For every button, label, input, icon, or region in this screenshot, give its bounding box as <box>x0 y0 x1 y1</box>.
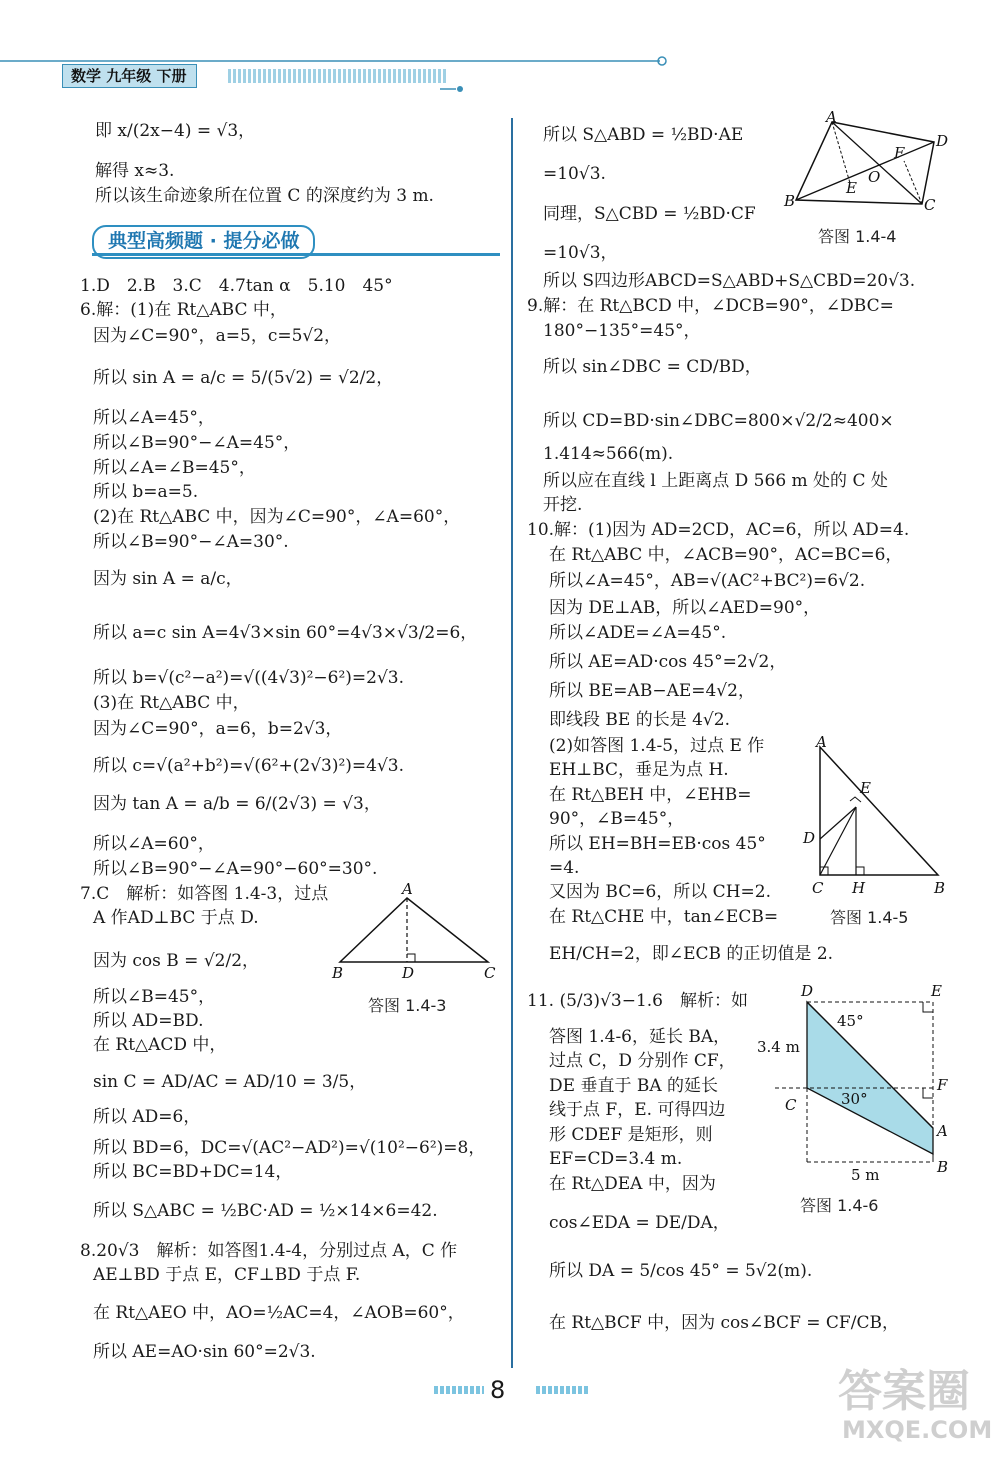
left-line: 所以∠B=90°−∠A=90°−60°=30°. <box>93 859 378 879</box>
left-line: AE⊥BD 于点 E，CF⊥BD 于点 F. <box>93 1265 361 1285</box>
section-heading <box>92 225 500 257</box>
left-line: 所以∠A=∠B=45°， <box>93 458 256 478</box>
watermark-url: MXQE.COM <box>842 1416 993 1444</box>
left-line: 在 Rt△AEO 中，AO=½AC=4，∠AOB=60°， <box>93 1303 465 1323</box>
figure-1-4-6-caption: 答图 1.4-6 <box>800 1196 879 1215</box>
left-line: 所以 AD=BD. <box>93 1011 204 1031</box>
right-line: 答图 1.4-6，延长 BA， <box>549 1027 731 1047</box>
right-line: 又因为 BC=6，所以 CH=2. <box>549 882 771 902</box>
fig6-label-E: E <box>931 982 942 1000</box>
left-line: (3)在 Rt△ABC 中， <box>93 693 250 713</box>
fig5-label-E: E <box>860 779 871 797</box>
left-line: (2)在 Rt△ABC 中，因为∠C=90°，∠A=60°， <box>93 507 461 527</box>
left-line: 所以 b=√(c²−a²)=√((4√3)²−6²)=2√3. <box>93 668 405 688</box>
right-line: 开挖. <box>543 495 583 515</box>
fig6-label-A: A <box>937 1122 948 1140</box>
fig6-label-F: F <box>937 1076 948 1094</box>
fig5-label-C: C <box>812 879 824 897</box>
right-line: 90°，∠B=45°， <box>549 809 685 829</box>
left-line: 因为∠C=90°，a=6，b=2√3， <box>93 719 343 739</box>
fig6-label-C: C <box>785 1096 797 1114</box>
right-line: 过点 C，D 分别作 CF， <box>549 1051 736 1071</box>
page-number: 8 <box>490 1376 506 1404</box>
left-line: 即 x/(2x−4) = √3， <box>95 121 256 141</box>
left-line: 因为 tan A = a/b = 6/(2√3) = √3， <box>93 794 381 814</box>
fig3-label-A: A <box>402 880 413 898</box>
right-line: 即线段 BE 的长是 4√2. <box>549 710 730 730</box>
fig3-label-C: C <box>484 964 496 982</box>
right-line: 所以 EH=BH=EB·cos 45° <box>549 834 766 854</box>
left-line: 所以 BC=BD+DC=14， <box>93 1162 293 1182</box>
header-decoration <box>228 69 448 83</box>
right-line: 在 Rt△CHE 中，tan∠ECB= <box>549 907 779 927</box>
left-line: 所以∠B=45°， <box>93 987 216 1007</box>
right-line: 因为 DE⊥AB，所以∠AED=90°， <box>549 598 821 618</box>
fig3-label-B: B <box>332 964 344 982</box>
left-line: 所以该生命迹象所在位置 C 的深度约为 3 m. <box>95 186 434 206</box>
figure-1-4-4 <box>782 108 957 220</box>
fig4-label-B: B <box>784 192 796 210</box>
right-line: 9.解：在 Rt△BCD 中，∠DCB=90°，∠DBC= <box>527 296 894 316</box>
fig4-label-A: A <box>826 108 837 126</box>
left-line: 7.C 解析：如答图 1.4-3，过点 <box>80 884 329 904</box>
fig5-label-D: D <box>803 829 816 847</box>
fig5-label-H: H <box>852 879 866 897</box>
right-line: EH⊥BC，垂足为点 H. <box>549 760 729 780</box>
watermark-logo: 答案圈 <box>838 1366 970 1417</box>
right-line: 所以 BE=AB−AE=4√2， <box>549 681 755 701</box>
left-line: 在 Rt△ACD 中， <box>93 1035 227 1055</box>
section-rule <box>92 253 500 256</box>
section-title: 典型高频题 · 提分必做 <box>92 225 315 259</box>
left-line: 所以 BD=6，DC=√(AC²−AD²)=√(10²−6²)=8， <box>93 1138 486 1158</box>
left-line: 所以∠A=45°， <box>93 408 215 428</box>
right-line: 所以 AE=AD·cos 45°=2√2， <box>549 652 787 672</box>
left-line: 1.D 2.B 3.C 4.7tan α 5.10 45° <box>80 276 393 296</box>
header-dot <box>440 84 470 94</box>
right-line: =10√3， <box>543 243 618 263</box>
right-line: 所以∠ADE=∠A=45°. <box>549 623 727 643</box>
right-line: 所以∠A=45°，AB=√(AC²+BC²)=6√2. <box>549 571 866 591</box>
right-line: 所以 DA = 5/cos 45° = 5√2(m). <box>549 1261 813 1281</box>
right-line: (2)如答图 1.4-5，过点 E 作 <box>549 736 765 756</box>
fig4-label-D: D <box>936 132 949 150</box>
right-line: 同理，S△CBD = ½BD·CF <box>543 204 756 224</box>
left-line: 所以∠B=90°−∠A=30°. <box>93 532 289 552</box>
left-line: 因为 cos B = √2/2， <box>93 951 260 971</box>
fig6-label-D: D <box>801 982 814 1000</box>
left-line: 因为∠C=90°，a=5，c=5√2， <box>93 326 342 346</box>
figure-1-4-5 <box>800 735 950 900</box>
left-line: 6.解：(1)在 Rt△ABC 中， <box>80 300 287 320</box>
right-line: 所以应在直线 l 上距离点 D 566 m 处的 C 处 <box>543 471 888 491</box>
figure-1-4-5-caption: 答图 1.4-5 <box>830 908 909 927</box>
right-line: 所以 CD=BD·sin∠DBC=800×√2/2≈400× <box>543 411 894 431</box>
fig4-label-C: C <box>924 196 936 214</box>
right-line: 线于点 F，E. 可得四边 <box>549 1100 726 1120</box>
left-line: 所以 AD=6， <box>93 1107 201 1127</box>
left-line: A 作AD⊥BC 于点 D. <box>93 908 259 928</box>
column-divider <box>511 118 513 1368</box>
left-line: 所以 S△ABC = ½BC·AD = ½×14×6=42. <box>93 1201 438 1221</box>
page-header-title: 数学 九年级 下册 <box>62 64 197 88</box>
fig5-label-B: B <box>934 879 946 897</box>
fig6-width-label: 5 m <box>851 1166 880 1184</box>
fig6-angle-30: 30° <box>841 1090 868 1108</box>
right-line: =4. <box>549 858 580 878</box>
left-line: 所以 AE=AO·sin 60°=2√3. <box>93 1342 316 1362</box>
right-line: EF=CD=3.4 m. <box>549 1149 683 1169</box>
left-line: 所以∠B=90°−∠A=45°， <box>93 433 301 453</box>
figure-1-4-6 <box>755 978 955 1188</box>
fig4-label-O: O <box>868 168 881 186</box>
fig6-angle-45: 45° <box>837 1012 864 1030</box>
fig5-label-A: A <box>816 735 827 751</box>
left-line: 所以 c=√(a²+b²)=√(6²+(2√3)²)=4√3. <box>93 756 405 776</box>
left-line: 所以 sin A = a/c = 5/(5√2) = √2/2， <box>93 368 394 388</box>
right-line: 1.414≈566(m). <box>543 444 674 464</box>
left-line: 所以 b=a=5. <box>93 482 199 502</box>
left-line: sin C = AD/AC = AD/10 = 3/5， <box>93 1072 367 1092</box>
left-line: 因为 sin A = a/c， <box>93 569 243 589</box>
fig4-label-E: E <box>846 179 857 197</box>
right-line: EH/CH=2，即∠ECB 的正切值是 2. <box>549 944 834 964</box>
footer-decoration-right <box>536 1386 588 1394</box>
right-line: 所以 S四边形ABCD=S△ABD+S△CBD=20√3. <box>543 271 916 291</box>
right-line: 180°−135°=45°， <box>543 321 701 341</box>
right-line: 11. (5/3)√3−1.6 解析：如 <box>527 991 748 1011</box>
right-line: 10.解：(1)因为 AD=2CD，AC=6，所以 AD=4. <box>527 520 910 540</box>
fig6-height-label: 3.4 m <box>757 1038 800 1056</box>
figure-1-4-3-caption: 答图 1.4-3 <box>368 996 447 1015</box>
fig3-label-D: D <box>402 964 415 982</box>
left-line: 所以 a=c sin A=4√3×sin 60°=4√3×√3/2=6， <box>93 623 478 643</box>
right-line: 在 Rt△BEH 中，∠EHB= <box>549 785 752 805</box>
fig4-label-F: F <box>894 144 905 162</box>
right-line: 在 Rt△ABC 中，∠ACB=90°，AC=BC=6， <box>549 545 903 565</box>
left-line: 8.20√3 解析：如答图1.4-4，分别过点 A，C 作 <box>80 1241 458 1261</box>
right-line: DE 垂直于 BA 的延长 <box>549 1076 719 1096</box>
right-line: 在 Rt△BCF 中，因为 cos∠BCF = CF/CB， <box>549 1313 899 1333</box>
fig6-label-B: B <box>937 1158 949 1176</box>
left-line: 所以∠A=60°， <box>93 834 215 854</box>
figure-1-4-3 <box>330 880 510 990</box>
right-line: cos∠EDA = DE/DA， <box>549 1213 730 1233</box>
left-line: 解得 x≈3. <box>95 161 175 181</box>
right-line: 所以 S△ABD = ½BD·AE <box>543 125 744 145</box>
right-line: 所以 sin∠DBC = CD/BD， <box>543 357 762 377</box>
right-line: 形 CDEF 是矩形，则 <box>549 1125 713 1145</box>
right-line: 在 Rt△DEA 中，因为 <box>549 1174 716 1194</box>
right-line: =10√3. <box>543 164 606 184</box>
footer-decoration-left <box>434 1386 484 1394</box>
watermark <box>838 1368 992 1444</box>
figure-1-4-4-caption: 答图 1.4-4 <box>818 227 897 246</box>
